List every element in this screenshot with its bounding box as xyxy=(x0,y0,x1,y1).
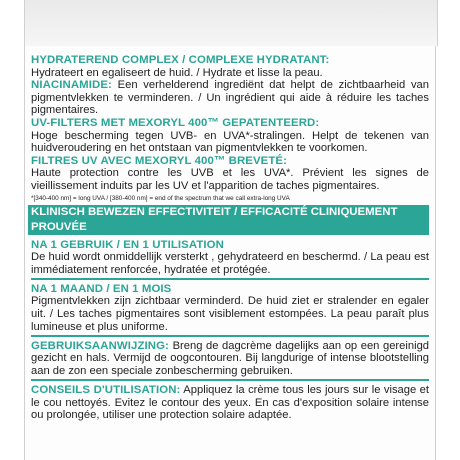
usage-fr-heading: CONSEILS D'UTILISATION: xyxy=(31,383,181,396)
complex-text: Hydrateert en egaliseert de huid. / Hydrate et lisse la peau. xyxy=(31,66,323,79)
package-lid xyxy=(24,0,438,46)
divider xyxy=(31,379,429,381)
label-text-block xyxy=(31,54,429,422)
efficacy-band: KLINISCH BEWEZEN EFFECTIVITEIT / EFFICACITÉ CLINIQUEMENT PROUVÉE xyxy=(28,205,429,235)
month1-heading: NA 1 MAAND / EN 1 MOIS xyxy=(31,282,172,295)
uv-nl-text: Hoge bescherming tegen UVB- en UVA*-stralingen. Helpt de tekenen van huidveroudering en het ontstaan van pigmentvlekken te voorkomen. xyxy=(31,129,429,155)
usage-nl-heading: GEBRUIKSAANWIJZING: xyxy=(31,339,169,352)
complex-heading: HYDRATEREND COMPLEX / COMPLEXE HYDRATANT: xyxy=(31,54,330,66)
niacinamide-heading: NIACINAMIDE: xyxy=(31,79,112,92)
uv-nl-heading: UV-FILTERS MET MEXORYL 400™ GEPATENTEERD: xyxy=(31,116,320,129)
month1-text: Pigmentvlekken zijn zichtbaar verminderd. De huid ziet er stralender en egaler uit. / Les taches pigmentaires sont visiblement estompées. La peau paraît plus lumineuse et plus uniforme. xyxy=(31,295,429,333)
uv-fr-heading: FILTRES UV AVEC MEXORYL 400™ BREVETÉ: xyxy=(31,154,288,167)
divider xyxy=(31,335,429,337)
usage-fr-paragraph xyxy=(31,384,429,422)
package-panel xyxy=(24,46,436,460)
uv-fr-text: Haute protection contre les UVB et les UVA*. Prévient les signes de vieillissement induits par les UV et l'apparition de taches pigmentaires. xyxy=(31,167,429,192)
uva-footnote: *[340-400 nm] = long UVA / [380-400 nm] = end of the spectrum that we call extra-long UVA xyxy=(31,194,290,202)
day1-text: De huid wordt onmiddellijk versterkt , gehydrateerd en beschermd. / La peau est immédiatement renforcée, hydratée et protégée. xyxy=(31,251,429,276)
day1-heading: NA 1 GEBRUIK / EN 1 UTILISATION xyxy=(31,238,224,251)
usage-nl-text: Breng de dagcrème dagelijks aan op een gereinigd gezicht en hals. Vermijd de oogcontouren. Bij langdurige of intense blootstelling aan de zon een speciale zonbescherming gebruiken. xyxy=(31,339,430,377)
niacinamide-paragraph xyxy=(31,79,429,117)
divider xyxy=(31,278,429,280)
usage-nl-paragraph xyxy=(31,340,429,378)
niacinamide-text: Een verhelderend ingrediënt dat helpt de zichtbaarheid van pigmentvlekken te verminderen. / Un ingrédient qui aide à réduire les taches pigmentaires. xyxy=(31,79,429,117)
usage-fr-text: Appliquez la crème tous les jours sur le visage et le cou nettoyés. Evitez le contour des yeux. En cas d'exposition solaire intense ou prolongée, utiliser une protection solaire adaptée. xyxy=(31,383,430,422)
